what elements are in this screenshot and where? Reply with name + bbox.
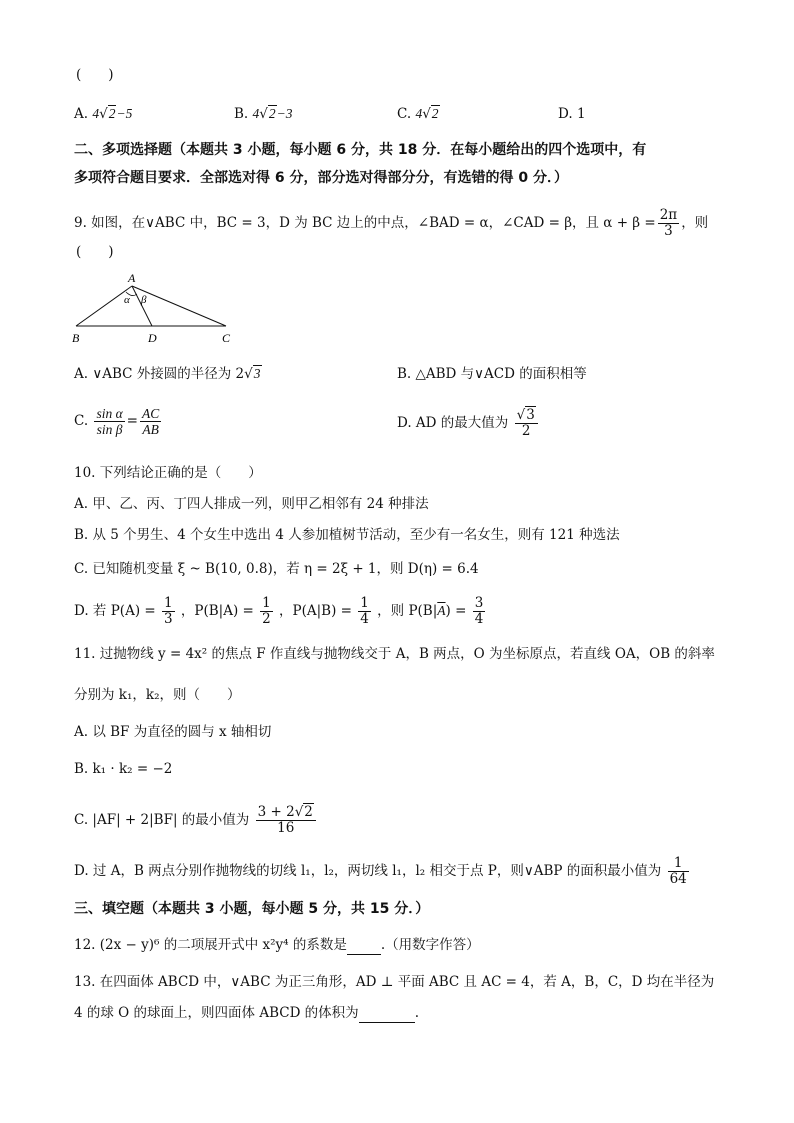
q8-paren: ( )	[76, 67, 114, 83]
q12-answer-blank[interactable]	[347, 936, 381, 955]
section2-heading-line1: 二、多项选择题（本题共 3 小题，每小题 6 分，共 18 分．在每小题给出的四个选项中，有	[74, 142, 647, 158]
q10-option-c[interactable]: C. 已知随机变量 ξ ~ B(10, 0.8)，若 η = 2ξ + 1，则 D(η) = 6.4	[74, 561, 479, 577]
q9-paren: ( )	[76, 244, 114, 260]
q10-option-d[interactable]: D. 若 P(A) = $\frac{1}{3}$ ，P(B|A) = $\frac{1}{2}$ ，P(A|B) = $\frac{1}{4}$ ，则 $P(B|\overline{A})$ = $\frac{3}{4}$	[74, 595, 484, 627]
q13-line2: 4 的球 O 的球面上，则四面体 ABCD 的体积为 .	[74, 1005, 419, 1021]
q10-option-b[interactable]: B. 从 5 个男生、4 个女生中选出 4 人参加植树节活动，至少有一名女生，则有 121 种选法	[74, 527, 620, 543]
q9-stem: 9. 如图，在∨ABC 中，BC = 3，D 为 BC 边上的中点，∠BAD = α，∠CAD = β，且 α + β = $\frac{2\pi}{3}$ ，则	[74, 207, 709, 239]
q9-option-d[interactable]: D. AD 的最大值为 $\frac{√3}{2}$	[397, 405, 540, 441]
q11-stem-line2: 分别为 k₁，k₂，则（ ）	[74, 687, 241, 703]
q13-line1: 13. 在四面体 ABCD 中，∨ABC 为正三角形，AD ⊥ 平面 ABC 且 AC = 4，若 A，B，C，D 均在半径为	[74, 974, 715, 990]
fig-label-d: D	[148, 331, 157, 345]
q12: 12. (2x − y)⁶ 的二项展开式中 x²y⁴ 的系数是 .（用数字作答）	[74, 937, 480, 953]
q11-option-a[interactable]: A. 以 BF 为直径的圆与 x 轴相切	[74, 724, 272, 740]
fig-label-b: B	[72, 331, 80, 345]
q11-option-c[interactable]: C. |AF| + 2|BF| 的最小值为 $\frac{3 + 2√2}{16}$	[74, 800, 318, 840]
q8-option-b[interactable]: B. 4√2−3	[234, 106, 293, 122]
q13-answer-blank[interactable]	[359, 1004, 415, 1023]
q9-fraction: $\frac{2\pi}{3}$	[659, 207, 678, 239]
q8-option-c[interactable]: C. 4√2	[397, 106, 439, 122]
q11-stem-line1: 11. 过抛物线 y = 4x² 的焦点 F 作直线与抛物线交于 A，B 两点，O 为坐标原点，若直线 OA，OB 的斜率	[74, 646, 715, 662]
q9-triangle-figure	[66, 270, 246, 350]
section3-heading: 三、填空题（本题共 3 小题，每小题 5 分，共 15 分．）	[74, 901, 430, 917]
q10-option-a[interactable]: A. 甲、乙、丙、丁四人排成一列，则甲乙相邻有 24 种排法	[74, 496, 429, 512]
q11-option-b[interactable]: B. k₁ · k₂ = −2	[74, 761, 173, 777]
section2-heading-line2: 多项符合题目要求．全部选对得 6 分，部分选对得部分分，有选错的得 0 分．）	[74, 170, 568, 186]
q10-stem: 10. 下列结论正确的是（ ）	[74, 465, 262, 481]
q9-option-b[interactable]: B. △ABD 与∨ACD 的面积相等	[397, 366, 587, 382]
fig-label-beta: β	[141, 294, 147, 306]
fig-label-c: C	[222, 331, 231, 345]
fig-label-a: A	[128, 271, 136, 285]
q9-option-c[interactable]: C. $\frac{\text{sin α}}{\text{sin β}}$ = $\frac{AC}{AB}$	[74, 406, 160, 437]
fig-label-alpha: α	[124, 294, 130, 306]
q11-option-d[interactable]: D. 过 A，B 两点分别作抛物线的切线 l₁，l₂，两切线 l₁，l₂ 相交于点 P，则∨ABP 的面积最小值为 $\frac{1}{64}$	[74, 855, 687, 887]
q8-option-a[interactable]: A. 4√2−5	[74, 106, 133, 122]
q8-option-d[interactable]: D. 1	[558, 106, 586, 122]
q9-option-a[interactable]: A. ∨ABC 外接圆的半径为 2√3	[74, 366, 261, 382]
